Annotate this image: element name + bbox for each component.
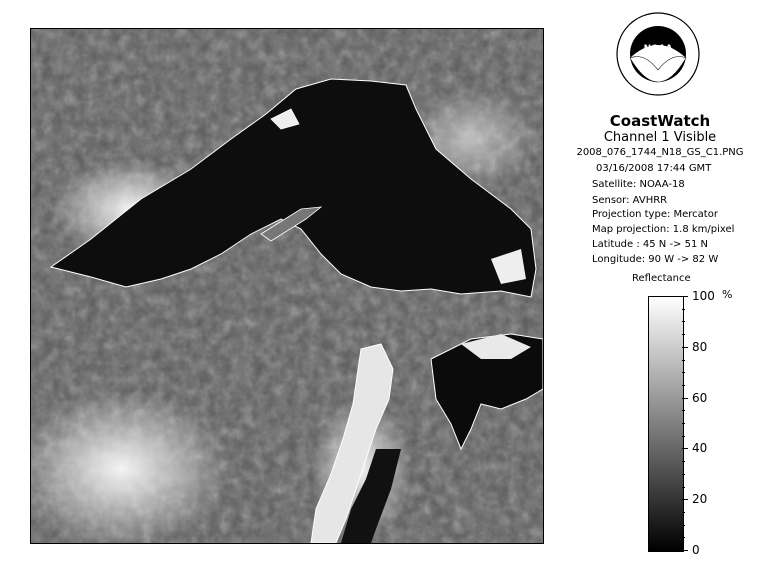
- file-name: 2008_076_1744_N18_GS_C1.PNG: [576, 147, 744, 158]
- colorbar-minor-tick: [682, 334, 685, 335]
- colorbar-minor-tick: [682, 436, 685, 437]
- colorbar-minor-tick: [682, 461, 685, 462]
- sensor-info: Sensor: AVHRR: [592, 195, 668, 206]
- colorbar-tick-label: 80: [692, 340, 708, 354]
- colorbar-minor-tick: [682, 423, 685, 424]
- colorbar-minor-tick: [682, 321, 685, 322]
- satellite-image: [30, 28, 544, 544]
- legend-unit: %: [722, 288, 733, 301]
- colorbar-minor-tick: [682, 410, 685, 411]
- product-title: CoastWatch: [609, 112, 711, 130]
- colorbar-tick-label: 100: [692, 289, 715, 303]
- map-projection: Map projection: 1.8 km/pixel: [592, 224, 735, 235]
- colorbar-minor-tick: [682, 525, 685, 526]
- longitude-range: Longitude: 90 W -> 82 W: [592, 254, 719, 265]
- legend-label: Reflectance: [632, 273, 691, 284]
- colorbar-tick-label: 20: [692, 492, 708, 506]
- colorbar-ticks: [682, 289, 742, 557]
- colorbar-minor-tick: [682, 296, 685, 297]
- colorbar-minor-tick: [682, 550, 685, 551]
- colorbar-minor-tick: [682, 347, 685, 348]
- svg-text:NOAA: NOAA: [643, 44, 673, 54]
- colorbar-tick-label: 40: [692, 441, 708, 455]
- satellite-info: Satellite: NOAA-18: [592, 179, 685, 190]
- colorbar-minor-tick: [682, 385, 685, 386]
- colorbar-minor-tick: [682, 448, 685, 449]
- noaa-logo-icon: [616, 12, 700, 96]
- colorbar-minor-tick: [682, 398, 685, 399]
- colorbar-minor-tick: [682, 499, 685, 500]
- reflectance-colorbar: [648, 296, 684, 552]
- colorbar-minor-tick: [682, 537, 685, 538]
- colorbar-minor-tick: [682, 512, 685, 513]
- latitude-range: Latitude : 45 N -> 51 N: [592, 239, 708, 250]
- colorbar-minor-tick: [682, 360, 685, 361]
- satellite-map-svg: [31, 29, 543, 543]
- colorbar-tick-label: 60: [692, 391, 708, 405]
- colorbar-minor-tick: [682, 372, 685, 373]
- colorbar-tick-label: 0: [692, 543, 700, 557]
- colorbar-minor-tick: [682, 487, 685, 488]
- date-time: 03/16/2008 17:44 GMT: [596, 163, 712, 174]
- colorbar-minor-tick: [682, 309, 685, 310]
- colorbar-minor-tick: [682, 474, 685, 475]
- channel-label: Channel 1 Visible: [603, 130, 717, 145]
- projection-type: Projection type: Mercator: [592, 209, 718, 220]
